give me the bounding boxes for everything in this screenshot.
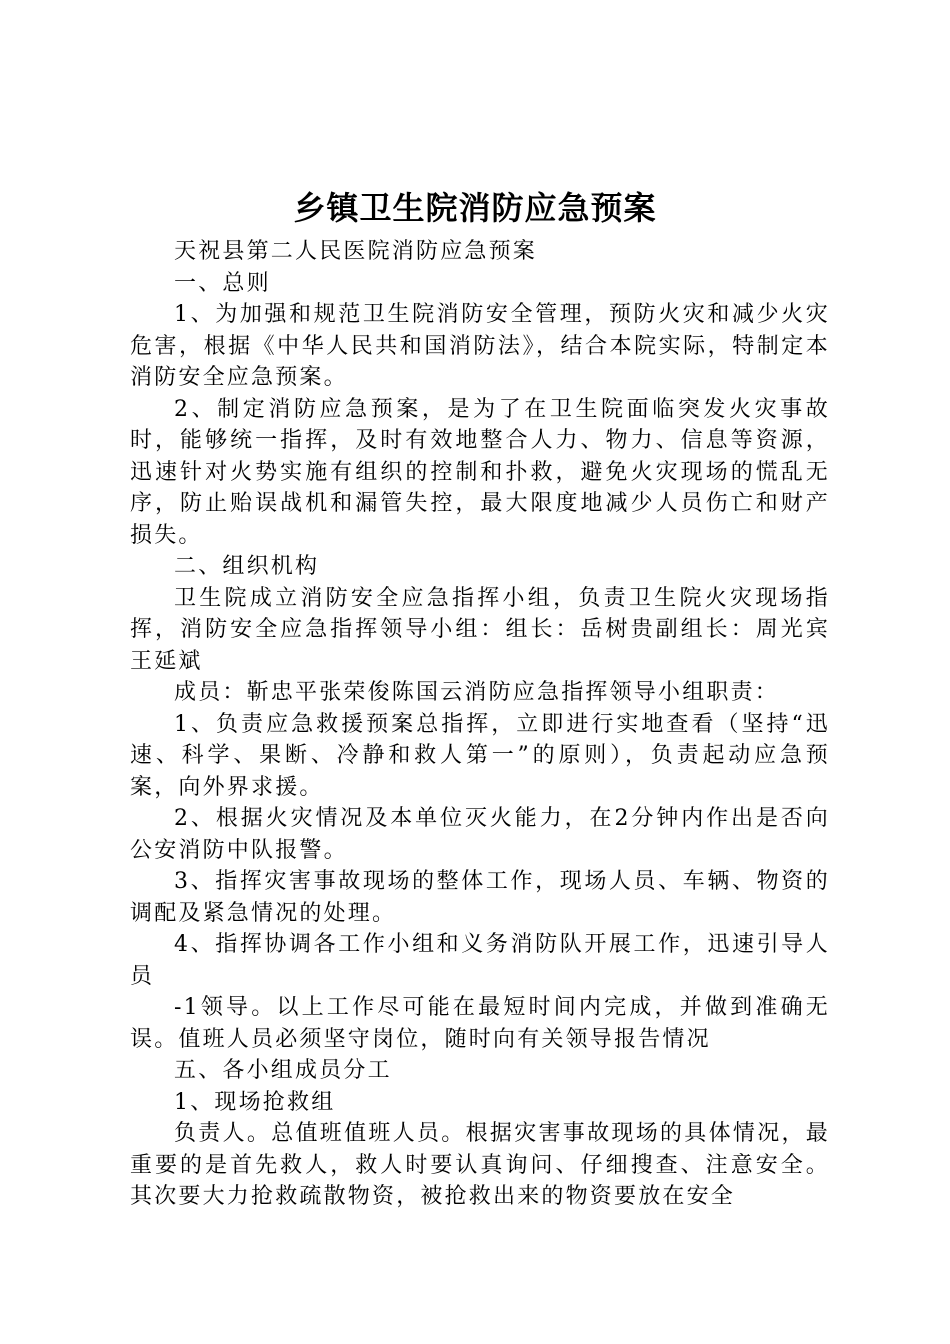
paragraph: 1、为加强和规范卫生院消防安全管理，预防火灾和减少火灾危害，根据《中华人民共和国消防法》，结合本院实际，特制定本消防安全应急预案。 [130, 302, 830, 390]
section-heading-general: 一、总则 [174, 270, 271, 296]
section-heading-organization: 二、组织机构 [174, 554, 320, 579]
paragraph: 成员：靳忠平张荣俊陈国云消防应急指挥领导小组职责： [174, 680, 780, 705]
paragraph-subtitle: 天祝县第二人民医院消防应急预案 [174, 239, 538, 264]
paragraph: -1领导。以上工作尽可能在最短时间内完成，并做到准确无误。值班人员必须坚守岗位，随时向有关领导报告情况 [130, 995, 830, 1052]
paragraph: 负责人。总值班值班人员。根据灾害事故现场的具体情况，最重要的是首先救人，救人时要认真询问、仔细搜查、注意安全。其次要大力抢救疏散物资，被抢救出来的物资要放在安全 [130, 1121, 830, 1209]
subsection-heading-rescue: 1、现场抢救组 [174, 1089, 336, 1115]
document-title: 乡镇卫生院消防应急预案 [293, 189, 657, 227]
paragraph: 1、负责应急救援预案总指挥，立即进行实地查看（坚持“迅速、科学、果断、冷静和救人第一”的原则），负责起动应急预案，向外界求援。 [130, 711, 830, 800]
document-body [130, 236, 830, 1213]
paragraph: 2、根据火灾情况及本单位灭火能力，在2分钟内作出是否向公安消防中队报警。 [130, 806, 830, 863]
section-heading-division: 五、各小组成员分工 [174, 1058, 392, 1083]
paragraph: 3、指挥灾害事故现场的整体工作，现场人员、车辆、物资的调配及紧急情况的处理。 [130, 869, 830, 926]
paragraph: 2、制定消防应急预案，是为了在卫生院面临突发火灾事故时，能够统一指挥，及时有效地整合人力、物力、信息等资源，迅速针对火势实施有组织的控制和扑救，避免火灾现场的慌乱无序，防止贻误战机和漏管失控，最大限度地减少人员伤亡和财产损失。 [130, 396, 830, 548]
paragraph: 4、指挥协调各工作小组和义务消防队开展工作，迅速引导人员 [130, 932, 830, 989]
paragraph: 卫生院成立消防安全应急指挥小组，负责卫生院火灾现场指挥，消防安全应急指挥领导小组：组长：岳树贵副组长：周光宾王延斌 [130, 585, 830, 674]
